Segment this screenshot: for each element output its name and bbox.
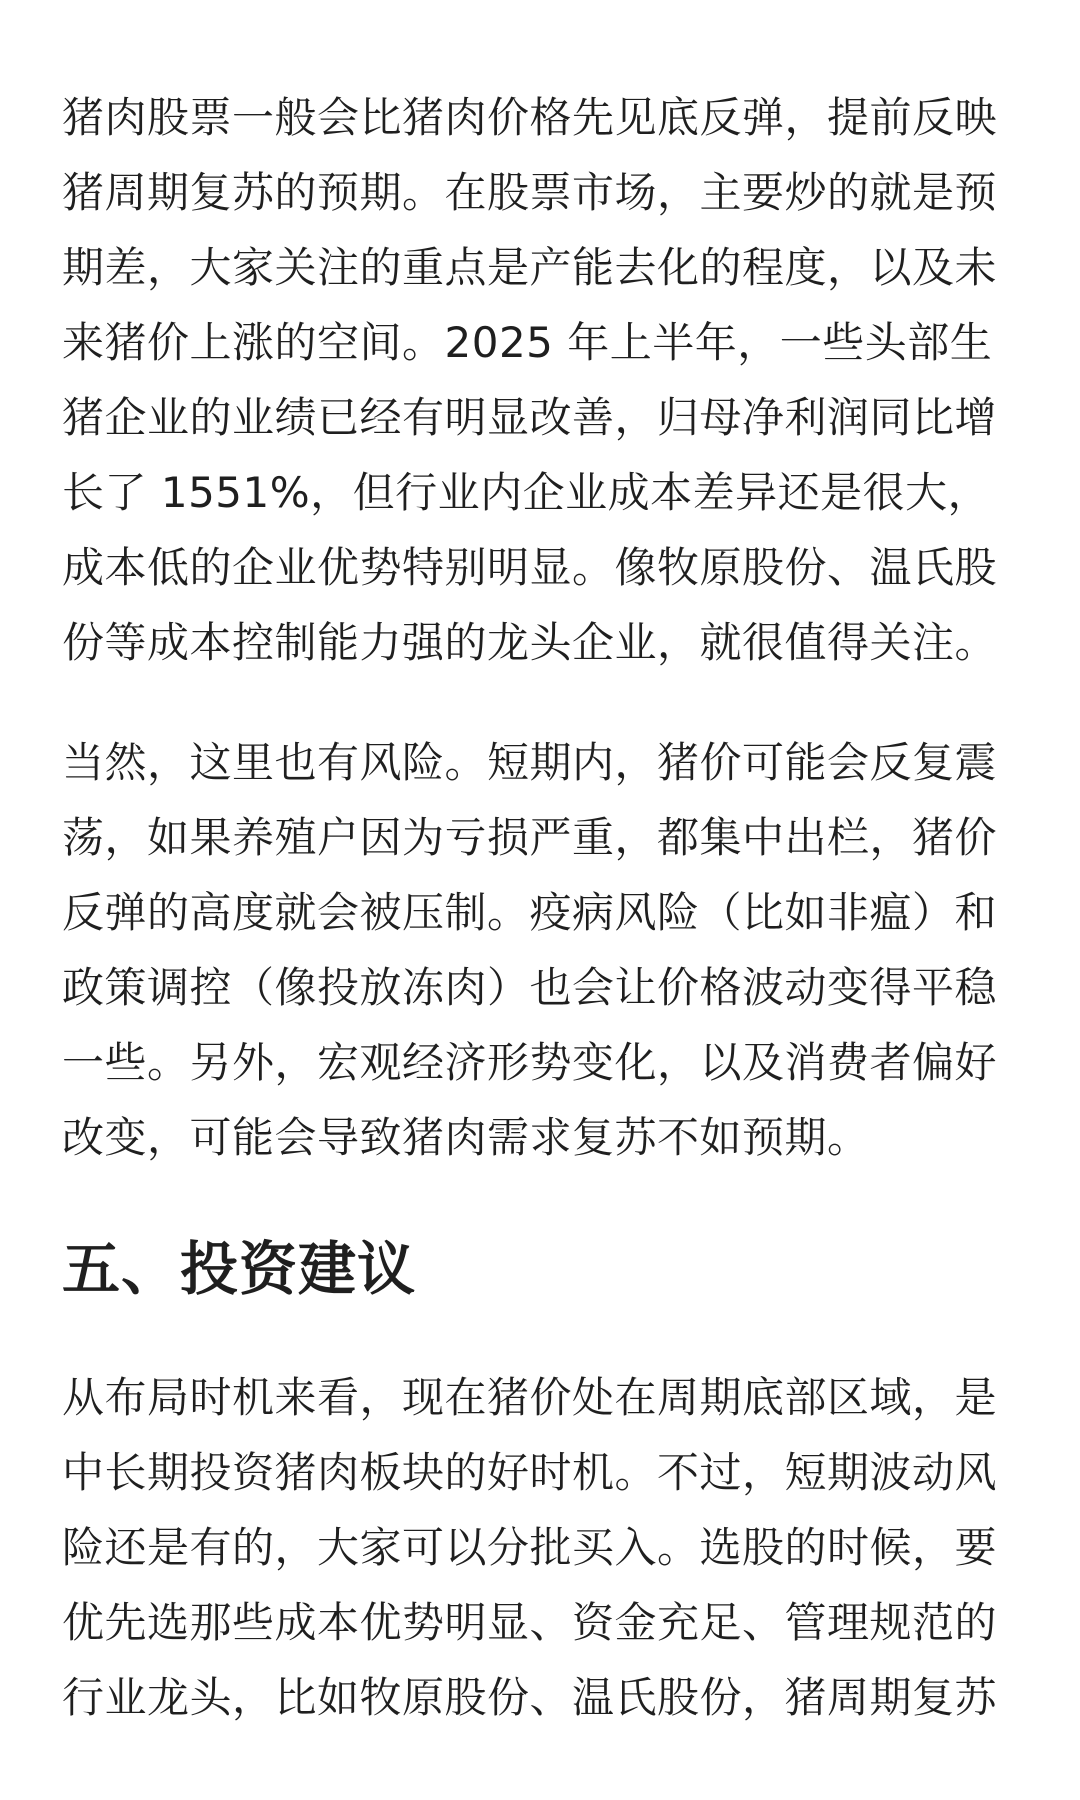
paragraph-line: 猪周期复苏的预期。在股票市场，主要炒的就是预 xyxy=(62,168,998,217)
paragraph-line: 成本低的企业优势特别明显。像牧原股份、温氏股 xyxy=(62,543,998,592)
paragraph-line: 一些。另外，宏观经济形势变化，以及消费者偏好 xyxy=(62,1038,998,1087)
paragraph-line: 政策调控（像投放冻肉）也会让价格波动变得平稳 xyxy=(62,963,998,1012)
paragraph-line: 猪企业的业绩已经有明显改善，归母净利润同比增 xyxy=(62,393,998,442)
paragraph-line: 反弹的高度就会被压制。疫病风险（比如非瘟）和 xyxy=(62,888,998,937)
paragraph-line: 荡，如果养殖户因为亏损严重，都集中出栏，猪价 xyxy=(62,813,998,862)
paragraph-line: 中长期投资猪肉板块的好时机。不过，短期波动风 xyxy=(62,1448,998,1497)
paragraph-line: 优先选那些成本优势明显、资金充足、管理规范的 xyxy=(62,1598,998,1647)
paragraph-line: 险还是有的，大家可以分批买入。选股的时候，要 xyxy=(62,1523,998,1572)
paragraph-line: 份等成本控制能力强的龙头企业，就很值得关注。 xyxy=(62,618,998,667)
paragraph-line: 期差，大家关注的重点是产能去化的程度，以及未 xyxy=(62,243,998,292)
paragraph-line: 猪肉股票一般会比猪肉价格先见底反弹，提前反映 xyxy=(62,93,998,142)
paragraph-line: 当然，这里也有风险。短期内，猪价可能会反复震 xyxy=(62,738,998,787)
paragraph-line: 长了 1551%，但行业内企业成本差异还是很大， xyxy=(62,468,991,517)
paragraph-line: 改变，可能会导致猪肉需求复苏不如预期。 xyxy=(62,1113,870,1162)
paragraph-line: 从布局时机来看，现在猪价处在周期底部区域，是 xyxy=(62,1373,998,1422)
section-heading: 五、投资建议 xyxy=(62,1235,417,1303)
paragraph-line: 来猪价上涨的空间。2025 年上半年，一些头部生 xyxy=(62,318,993,367)
paragraph-line: 行业龙头，比如牧原股份、温氏股份，猪周期复苏 xyxy=(62,1673,998,1722)
